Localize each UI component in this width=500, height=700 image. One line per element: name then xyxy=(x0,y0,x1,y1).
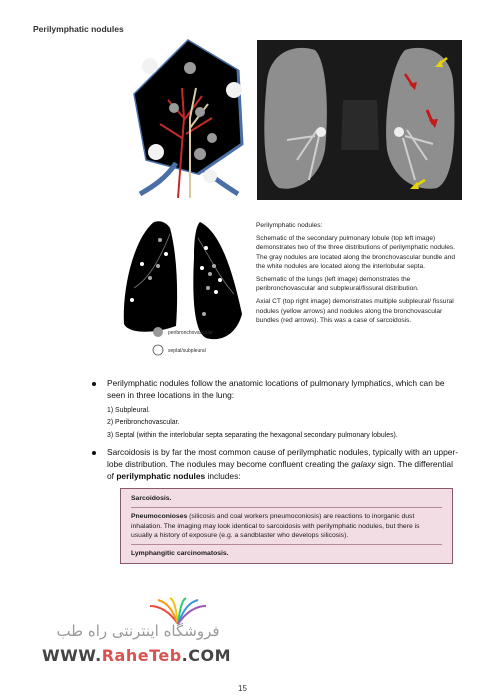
galaxy-sign-term: galaxy xyxy=(351,459,376,470)
caption-paragraph-3: Axial CT (top right image) demonstrates multiple subpleural/ fissural nodules (yellow arrows) and nodules along the bronchovascular bundles (red arrows). This was a case of sarcoidosis. xyxy=(256,298,454,324)
url-prefix: WWW. xyxy=(42,646,102,665)
divider xyxy=(131,544,442,545)
lungs-schematic xyxy=(120,218,250,368)
bullet-text-end: includes: xyxy=(205,470,241,481)
diff-lymphangitic: Lymphangitic carcinomatosis. xyxy=(131,550,229,558)
bullet-item xyxy=(92,378,462,402)
bullet-text-sarcoidosis: Sarcoidosis is by far the most common cause of perilymphatic nodules, typically with an upper-lobe distribution. The nodules may become confluent creating the xyxy=(107,447,458,470)
diff-pneumoconioses-term: Pneumoconioses xyxy=(131,513,188,521)
bullet-text-continued: sign. The differential of xyxy=(107,459,453,481)
url-accent: RaheTeb xyxy=(101,646,182,665)
diff-pneumoconioses xyxy=(131,512,442,540)
sublist-item-peribronchovascular: 2) Peribronchovascular. xyxy=(107,419,180,427)
caption-title: Perilymphatic nodules: xyxy=(256,222,323,229)
sublist-item-subpleural: 1) Subpleural. xyxy=(107,406,150,414)
diff-sarcoidosis: Sarcoidosis. xyxy=(131,495,172,502)
lobule-schematic xyxy=(130,38,248,200)
figure-caption xyxy=(256,221,456,329)
differential-box xyxy=(120,488,453,564)
watermark-url xyxy=(42,646,231,665)
watermark-arabic-text: فروشگاه اینترنتی راه طب xyxy=(56,622,220,640)
running-header: Perilymphatic nodules xyxy=(33,24,124,34)
axial-ct-image xyxy=(257,40,462,200)
bullet-dot xyxy=(92,382,96,386)
bullet-item xyxy=(92,447,462,482)
bullet-list xyxy=(92,378,462,485)
caption-paragraph-2: Schematic of the lungs (left image) demonstrates the peribronchovascular and subpleural/fissural distribution. xyxy=(256,276,419,293)
bullet-dot xyxy=(92,451,96,455)
watermark xyxy=(38,596,238,668)
page-number: 15 xyxy=(238,684,247,693)
bullet-text-lymphatic-locations: Perilymphatic nodules follow the anatomic locations of pulmonary lymphatics, which can be seen in three locations in the lung: xyxy=(107,378,445,400)
url-suffix: .COM xyxy=(181,646,232,665)
sublist-item-septal: 3) Septal (within the interlobular septa separating the hexagonal secondary pulmonary lobules). xyxy=(107,431,398,439)
divider xyxy=(131,507,442,508)
legend-septal-subpleural: septal/subpleural xyxy=(168,348,206,354)
caption-paragraph-1: Schematic of the secondary pulmonary lobule (top left image) demonstrates two of the three distributions of perilymphatic nodules. The gray nodules are located along the bronchovascular bundle and the white nodules are located along the interlobular septa. xyxy=(256,235,456,270)
perilymphatic-nodules-term: perilymphatic nodules xyxy=(116,470,206,481)
diff-pneumoconioses-text: (silicosis and coal workers pneumoconiosis) are reactions to inorganic dust inhalation. The imaging may look identical to sarcoidosis with perilymphatic nodules, but there is usually a history of exposure (e.g. a sandblaster who develops silicosis). xyxy=(131,513,420,539)
legend-peribronchovascular: peribronchovascular xyxy=(168,330,214,336)
location-sublist xyxy=(107,405,462,443)
